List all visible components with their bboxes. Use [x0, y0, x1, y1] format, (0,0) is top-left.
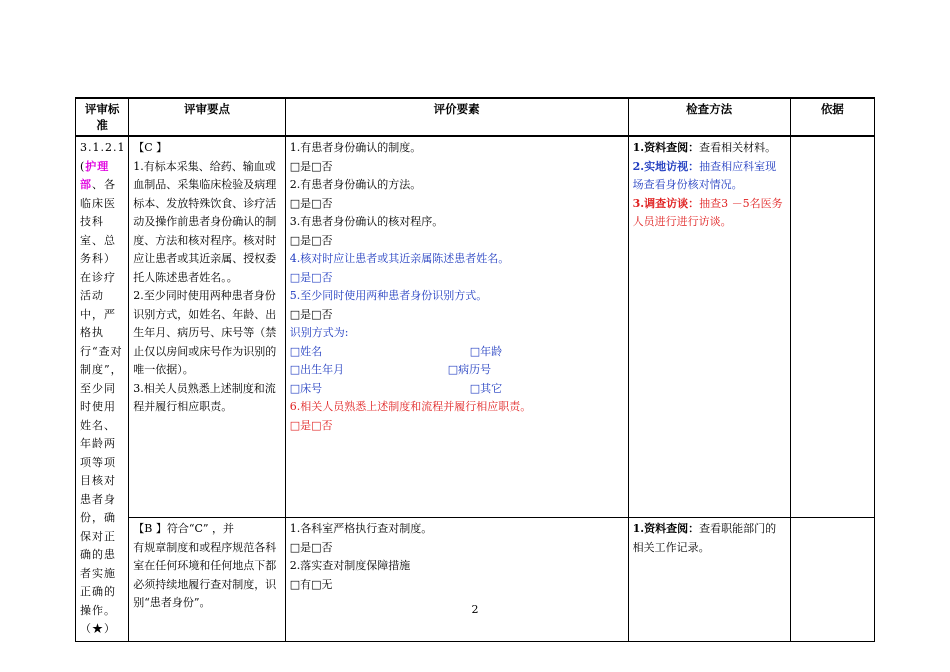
- method-3: [633, 195, 786, 232]
- table-row: [76, 518, 875, 641]
- standard-star: （★）: [80, 622, 116, 635]
- row2-points-cell: [129, 518, 285, 641]
- method-1-text: 查看职能部门的相关工作记录。: [632, 522, 777, 554]
- method-1-label: 1.资料查阅：: [632, 522, 700, 536]
- id-method-label: 识别方式为:: [289, 326, 349, 339]
- table-row: [76, 136, 875, 518]
- checkbox-yes-no[interactable]: □是□否: [289, 233, 333, 247]
- method-3-label: 3.调查访谈：: [632, 196, 700, 210]
- checkbox-record[interactable]: □病历号: [447, 363, 492, 376]
- header-standard: 评审标准: [76, 98, 129, 136]
- method-1-text: 查看相关材料。: [699, 141, 777, 154]
- row2-points: 有规章制度和或程序规范各科室在任何环境和任何地点下都必须持续地履行查对制度，识别“患者身份”。: [133, 540, 277, 610]
- row1-point-3: 3.相关人员熟悉上述制度和流程并履行相应职责。: [133, 381, 276, 413]
- element-3: 3.有患者身份确认的核对程序。: [289, 215, 444, 228]
- checkbox-yes-no[interactable]: □是□否: [289, 159, 333, 173]
- header-method: 检查方法: [628, 98, 790, 136]
- method-2-label: 2.实地访视：: [632, 159, 700, 173]
- row2-elements-cell: [285, 518, 628, 641]
- checkbox-have-not[interactable]: □有□无: [289, 577, 333, 591]
- standard-depts: 、各临床医技科室、总务科）: [80, 178, 116, 265]
- checkbox-other[interactable]: □其它: [469, 381, 503, 395]
- row1-point-1: 1.有标本采集、给药、输血或血制品、采集临床检验及病理标本、发放特殊饮食、诊疗活动及操作前患者身份确认的制度、方法和核对程序。核对时应让患者或其近亲属、授权委托人陈述患者姓名。。: [133, 159, 277, 284]
- page-number: 2: [471, 603, 479, 616]
- row1-elements-cell: [285, 136, 628, 518]
- header-elements: 评价要素: [285, 98, 628, 136]
- id-method-row: [290, 343, 624, 362]
- row1-grade: 【C 】: [133, 141, 168, 154]
- method-2: [633, 158, 786, 195]
- method-3-text: 抽查3 －5名医务人员进行进行访谈。: [632, 196, 783, 228]
- standard-cell: [76, 136, 129, 641]
- checkbox-yes-no[interactable]: □是□否: [289, 270, 333, 284]
- standard-dept-nursing: 护理部: [80, 159, 110, 191]
- id-method-row: [290, 380, 624, 399]
- row1-point-2: 2.至少同时使用两种患者身份识别方式，如姓名、年龄、出生年月、病历号、床号等（禁止仅以房间或床号作为识别的唯一依据）。: [133, 289, 277, 376]
- element-1: 1.各科室严格执行查对制度。: [289, 522, 433, 536]
- method-2-text: 抽查相应科室现场查看身份核对情况。: [632, 159, 777, 191]
- header-key-points: 评审要点: [129, 98, 285, 136]
- method-1-label: 1.资料查阅：: [632, 141, 700, 154]
- row2-basis-cell: [790, 518, 874, 641]
- row2-grade: 【B 】符合“C” ，并: [133, 522, 235, 536]
- checkbox-yes-no[interactable]: □是□否: [289, 418, 333, 432]
- element-6: 6.相关人员熟悉上述制度和流程并履行相应职责。: [289, 400, 532, 413]
- element-5: 5.至少同时使用两种患者身份识别方式。: [289, 289, 488, 302]
- checkbox-bed[interactable]: □床号: [289, 381, 323, 395]
- row2-method-cell: [628, 518, 790, 641]
- standard-text: 在诊疗活动中，严格执行“查对制度”，至少同时使用姓名、年龄两项等项目核对患者身份，确保对正确的患者实施正确的操作。: [80, 270, 123, 617]
- row1-method-cell: [628, 136, 790, 518]
- checkbox-age[interactable]: □年龄: [469, 344, 503, 358]
- standard-open-paren: (: [80, 159, 86, 173]
- checkbox-yes-no[interactable]: □是□否: [289, 307, 333, 321]
- id-method-row: [290, 361, 624, 380]
- row1-basis-cell: [790, 136, 874, 518]
- element-1: 1.有患者身份确认的制度。: [289, 141, 422, 154]
- checkbox-name[interactable]: □姓名: [289, 344, 323, 358]
- element-4: 4.核对时应让患者或其近亲属陈述患者姓名。: [289, 252, 510, 265]
- standard-code: 3.1.2.1: [80, 141, 126, 154]
- header-basis: 依据: [790, 98, 874, 136]
- checkbox-yes-no[interactable]: □是□否: [289, 540, 333, 554]
- evaluation-table: [75, 97, 875, 642]
- row1-points-cell: [129, 136, 285, 518]
- checkbox-yes-no[interactable]: □是□否: [289, 196, 333, 210]
- element-2: 2.落实查对制度保障措施: [289, 559, 411, 573]
- header-row: [76, 98, 875, 136]
- checkbox-birth[interactable]: □出生年月: [289, 363, 345, 376]
- element-2: 2.有患者身份确认的方法。: [289, 178, 422, 191]
